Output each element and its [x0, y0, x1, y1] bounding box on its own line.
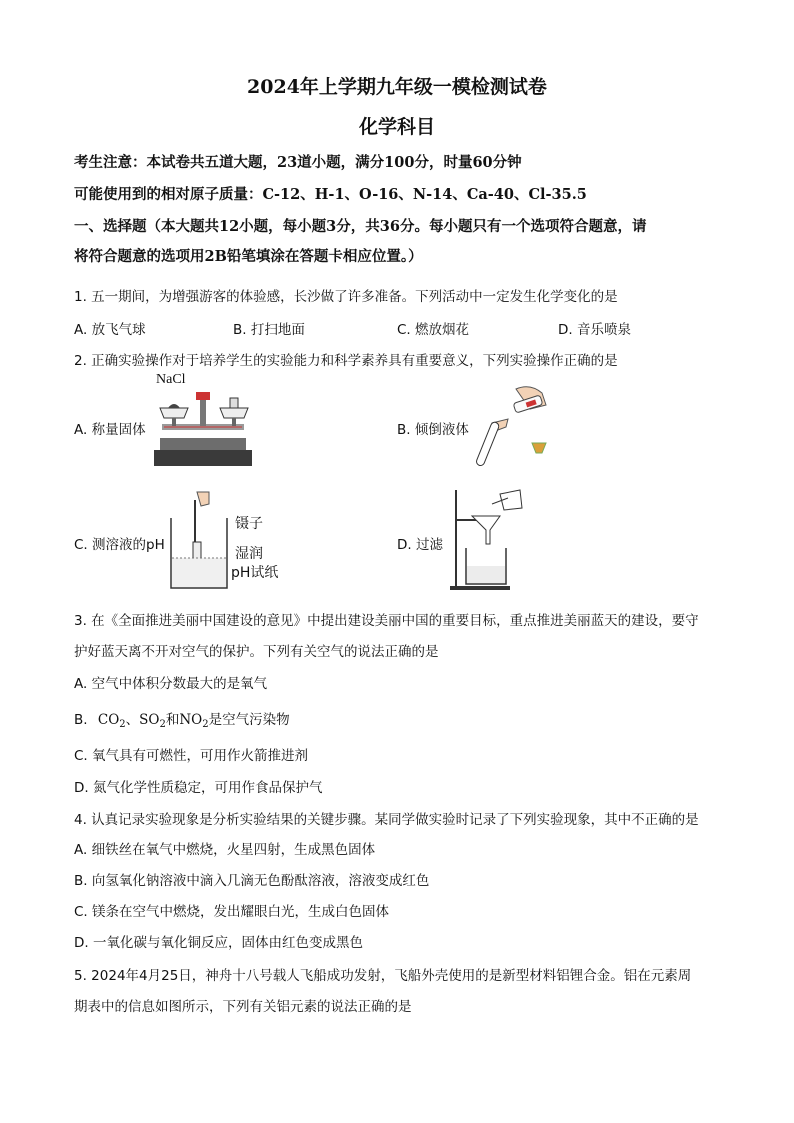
exam-title: 2024年上学期九年级一模检测试卷 [247, 76, 547, 98]
q4-option-a[interactable]: A. 细铁丝在氧气中燃烧，火星四射，生成黑色固体 [74, 842, 376, 858]
q2-option-b[interactable]: B. 倾倒液体 [397, 422, 469, 438]
filtration-apparatus-icon [446, 486, 536, 592]
formula-no2 [179, 712, 208, 728]
no2-base: NO [179, 712, 203, 728]
q4-option-b[interactable]: B. 向氢氧化钠溶液中滴入几滴无色酚酞溶液，溶液变成红色 [74, 873, 430, 889]
q3-option-b-tail: 是空气污染物 [208, 712, 290, 728]
and-word: 和 [165, 712, 180, 728]
section-heading-line1: 一、选择题（本大题共12小题，每小题3分，共36分。每小题只有一个选项符合题意，请 [74, 218, 647, 235]
test-tube-pouring-icon [470, 383, 560, 473]
exam-subject: 化学科目 [358, 116, 435, 138]
q1-option-b[interactable]: B. 打扫地面 [233, 322, 305, 338]
q3-option-a[interactable]: A. 空气中体积分数最大的是氧气 [74, 676, 268, 692]
question-3-stem-line2: 护好蓝天离不开对空气的保护。下列有关空气的说法正确的是 [74, 644, 439, 660]
q2-option-d[interactable]: D. 过滤 [397, 537, 443, 553]
co2-base: CO [97, 712, 120, 728]
no2-subscript: 2 [202, 719, 209, 730]
q2-option-a[interactable]: A. 称量固体 [74, 422, 146, 438]
pouring-figure [470, 383, 560, 473]
exam-notice: 考生注意：本试卷共五道大题，23道小题，满分100分，时量60分钟 [74, 154, 522, 171]
co2-subscript: 2 [119, 719, 126, 730]
question-5-stem-line2: 期表中的信息如图所示，下列有关铝元素的说法正确的是 [74, 999, 412, 1015]
question-2-stem: 2. 正确实验操作对于培养学生的实验能力和科学素养具有重要意义，下列实验操作正确的是 [74, 353, 618, 369]
q1-option-d[interactable]: D. 音乐喷泉 [558, 322, 631, 338]
nacl-label: NaCl [156, 372, 186, 387]
moist-label: 湿润 [235, 546, 263, 562]
q3-option-d[interactable]: D. 氮气化学性质稳定，可用作食品保护气 [74, 780, 323, 796]
ph-paper-label: pH试纸 [231, 565, 279, 581]
ph-test-figure [165, 488, 295, 593]
question-1-stem: 1. 五一期间，为增强游客的体验感，长沙做了许多准备。下列活动中一定发生化学变化的是 [74, 289, 618, 305]
question-3-stem-line1: 3. 在《全面推进美丽中国建设的意见》中提出建设美丽中国的重要目标，重点推进美丽蓝天的建设，要守 [74, 613, 699, 629]
atomic-masses: 可能使用到的相对原子质量：C-12、H-1、O-16、N-14、Ca-40、Cl-35.5 [74, 186, 587, 203]
question-5-stem-line1: 5. 2024年4月25日，神舟十八号载人飞船成功发射，飞船外壳使用的是新型材料铝锂合金。铝在元素周 [74, 968, 692, 984]
question-4-stem: 4. 认真记录实验现象是分析实验结果的关键步骤。某同学做实验时记录了下列实验现象，其中不正确的是 [74, 812, 699, 828]
section-heading-line2: 将符合题意的选项用2B铅笔填涂在答题卡相应位置。） [74, 248, 423, 265]
balance-figure [150, 372, 260, 472]
q1-option-a[interactable]: A. 放飞气球 [74, 322, 146, 338]
q3-option-b-letter: B. [74, 712, 88, 728]
q3-option-b[interactable] [74, 708, 290, 730]
formula-co2 [98, 712, 126, 728]
q2-option-c[interactable]: C. 测溶液的pH [74, 537, 165, 553]
tweezers-label: 镊子 [235, 516, 263, 532]
so2-base: SO [139, 712, 160, 728]
q1-option-c[interactable]: C. 燃放烟花 [397, 322, 470, 338]
q4-option-c[interactable]: C. 镁条在空气中燃烧，发出耀眼白光，生成白色固体 [74, 904, 390, 920]
so2-subscript: 2 [159, 719, 166, 730]
q3-option-c[interactable]: C. 氧气具有可燃性，可用作火箭推进剂 [74, 748, 309, 764]
formula-so2 [139, 712, 166, 728]
filtration-figure [446, 486, 536, 592]
separator: 、 [125, 712, 140, 728]
q4-option-d[interactable]: D. 一氧化碳与氧化铜反应，固体由红色变成黑色 [74, 935, 363, 951]
